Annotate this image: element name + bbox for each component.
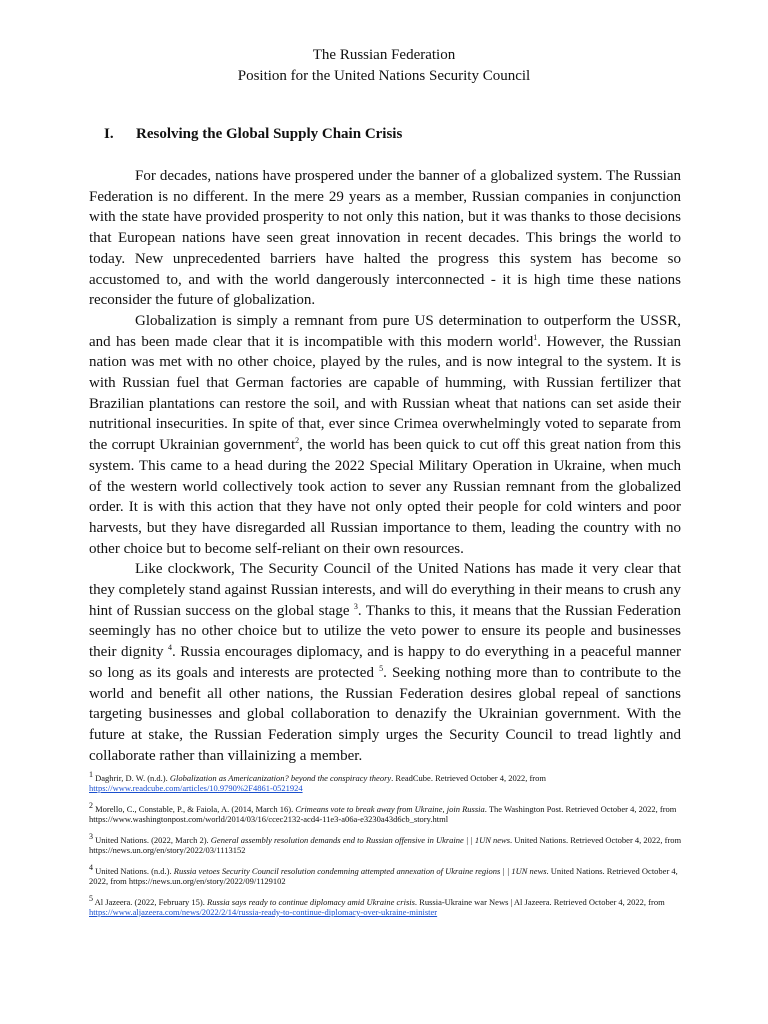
section-heading [104,126,402,143]
paragraph-3-text-a: Like clockwork, The Security Council of the United Nations has made it very clear that they completely stand against Russian interests, and will do everything in their means to crush any hint of Russian success on the global stage [89,561,681,619]
footnote-ref-1: 1 [533,332,538,342]
footnote-5 [89,894,689,917]
footnote-1 [89,770,689,793]
paragraph-2-text-b: . However, the Russian nation was met with no other choice, played by the rules, and is now integral to the system. It is with Russian fuel that German factories are capable of humming, with Russian fertilizer that Brazilian plantations can restore the soil, and with Russian wheat that nations can set aside their nutritional insecurities. In spite of that, ever since Crimea overwhelmingly voted to separate from the corrupt Ukrainian government [89,333,681,454]
footnote-ref-4: 4 [167,643,172,653]
footnote-1-title: Globalization as Americanization? beyond the conspiracy theory [169,773,392,783]
footnote-5-source: . Russia-Ukraine war News | Al Jazeera. Retrieved October 4, 2022, from [414,897,665,907]
footnote-3-title: General assembly resolution demands end to Russian offensive in Ukraine | | 1UN news [210,835,511,845]
section-number: I. [104,126,114,142]
paragraph-2 [89,311,681,559]
footnote-1-source: . ReadCube. Retrieved October 4, 2022, from [391,773,547,783]
footnote-2-source: . The Washington Post. Retrieved October 4, 2022, from https://www.washingtonpost.com/world/2014/03/16/ccec2132-acd4-11e3-a06a-e3230a43d6cb_story.html [89,804,677,824]
footnote-ref-2: 2 [295,436,300,446]
footnote-4-text: United Nations. (n.d.). [95,866,174,876]
footnote-4-number: 4 [89,863,93,873]
footnote-ref-5: 5 [379,663,384,673]
footnote-5-number: 5 [89,894,93,904]
paragraph-3 [89,559,681,766]
footnote-1-text: Daghrir, D. W. (n.d.). [95,773,170,783]
body-text [89,166,681,766]
footnote-2-text: Morello, C., Constable, P., & Faiola, A. (2014, March 16). [95,804,296,814]
footnote-4-source: . United Nations. Retrieved October 4, 2022, from https://news.un.org/en/story/2022/09/1129102 [89,866,678,886]
paragraph-2-text-c: , the world has been quick to cut off this great nation from this system. This came to a head during the 2022 Special Military Operation in Ukraine, when much of the western world collectively took action to sever any Russian remnant from the globalized order. It is with this action that they have not only opted their people for cold winters and poor harvests, but they have disregarded all Russian importance to them, leading the country with no other choice but to become self-reliant on their own resources. [89,437,681,557]
paragraph-3-text-d: . Seeking nothing more than to contribute to the world and benefit all other nations, the Russian Federation desires global repeal of sanctions targeting businesses and global collaboration to denazify the Ukrainian government. With the future at stake, the Russian Federation simply urges the Security Council to tread lightly and collaborate rather than villainizing a member. [89,664,681,764]
footnote-4-title: Russia vetoes Security Council resolution condemning attempted annexation of Ukraine regions | | 1UN news [173,866,547,876]
footnote-2-number: 2 [89,801,93,811]
footnote-2 [89,801,689,824]
section-title: Resolving the Global Supply Chain Crisis [136,126,403,142]
footnote-3-source: . United Nations. Retrieved October 4, 2022, from https://news.un.org/en/story/2022/03/1113152 [89,835,682,855]
footnotes [89,770,689,929]
footnote-3-number: 3 [89,832,93,842]
footnote-1-number: 1 [89,770,93,780]
footnote-2-title: Crimeans vote to break away from Ukraine, join Russia [295,804,485,814]
footnote-1-link[interactable]: https://www.readcube.com/articles/10.9790%2F4861-0521924 [89,782,303,793]
document-title [0,45,768,87]
title-line-country: The Russian Federation [312,47,456,63]
paragraph-1: For decades, nations have prospered under the banner of a globalized system. The Russian Federation is no different. In the mere 29 years as a member, Russian companies in conjunction with the state have provided prosperity to not only this nation, but it was thanks to those decisions that European nations have seen great innovation in recent decades. This brings the world to today. New unprecedented barriers have halted the progress this system has become so accustomed to, and with the world dangerously interconnected - it is high time these nations reconsider the future of globalization. [89,168,681,309]
footnote-4 [89,863,689,886]
paragraph-2-text-a: Globalization is simply a remnant from pure US determination to outperform the USSR, and has been made clear that it is incompatible with this modern world [89,312,681,350]
paragraph-3-text-c: . Russia encourages diplomacy, and is happy to do everything in a peaceful manner so long as its goals and interests are protected [89,644,681,681]
footnote-5-title: Russia says ready to continue diplomacy amid Ukraine crisis [207,897,415,907]
footnote-ref-3: 3 [353,601,358,611]
footnote-3-text: United Nations. (2022, March 2). [95,835,211,845]
footnote-5-text: Al Jazeera. (2022, February 15). [94,897,208,907]
title-line-position: Position for the United Nations Security Council [237,68,531,84]
footnote-3 [89,832,689,855]
paragraph-3-text-b: . Thanks to this, it means that the Russian Federation seemingly has no other choice but to utilize the veto power to ensure its people and businesses their dignity [89,602,681,661]
footnote-5-link[interactable]: https://www.aljazeera.com/news/2022/2/14/russia-ready-to-continue-diplomacy-over-ukraine-minister [89,906,438,917]
